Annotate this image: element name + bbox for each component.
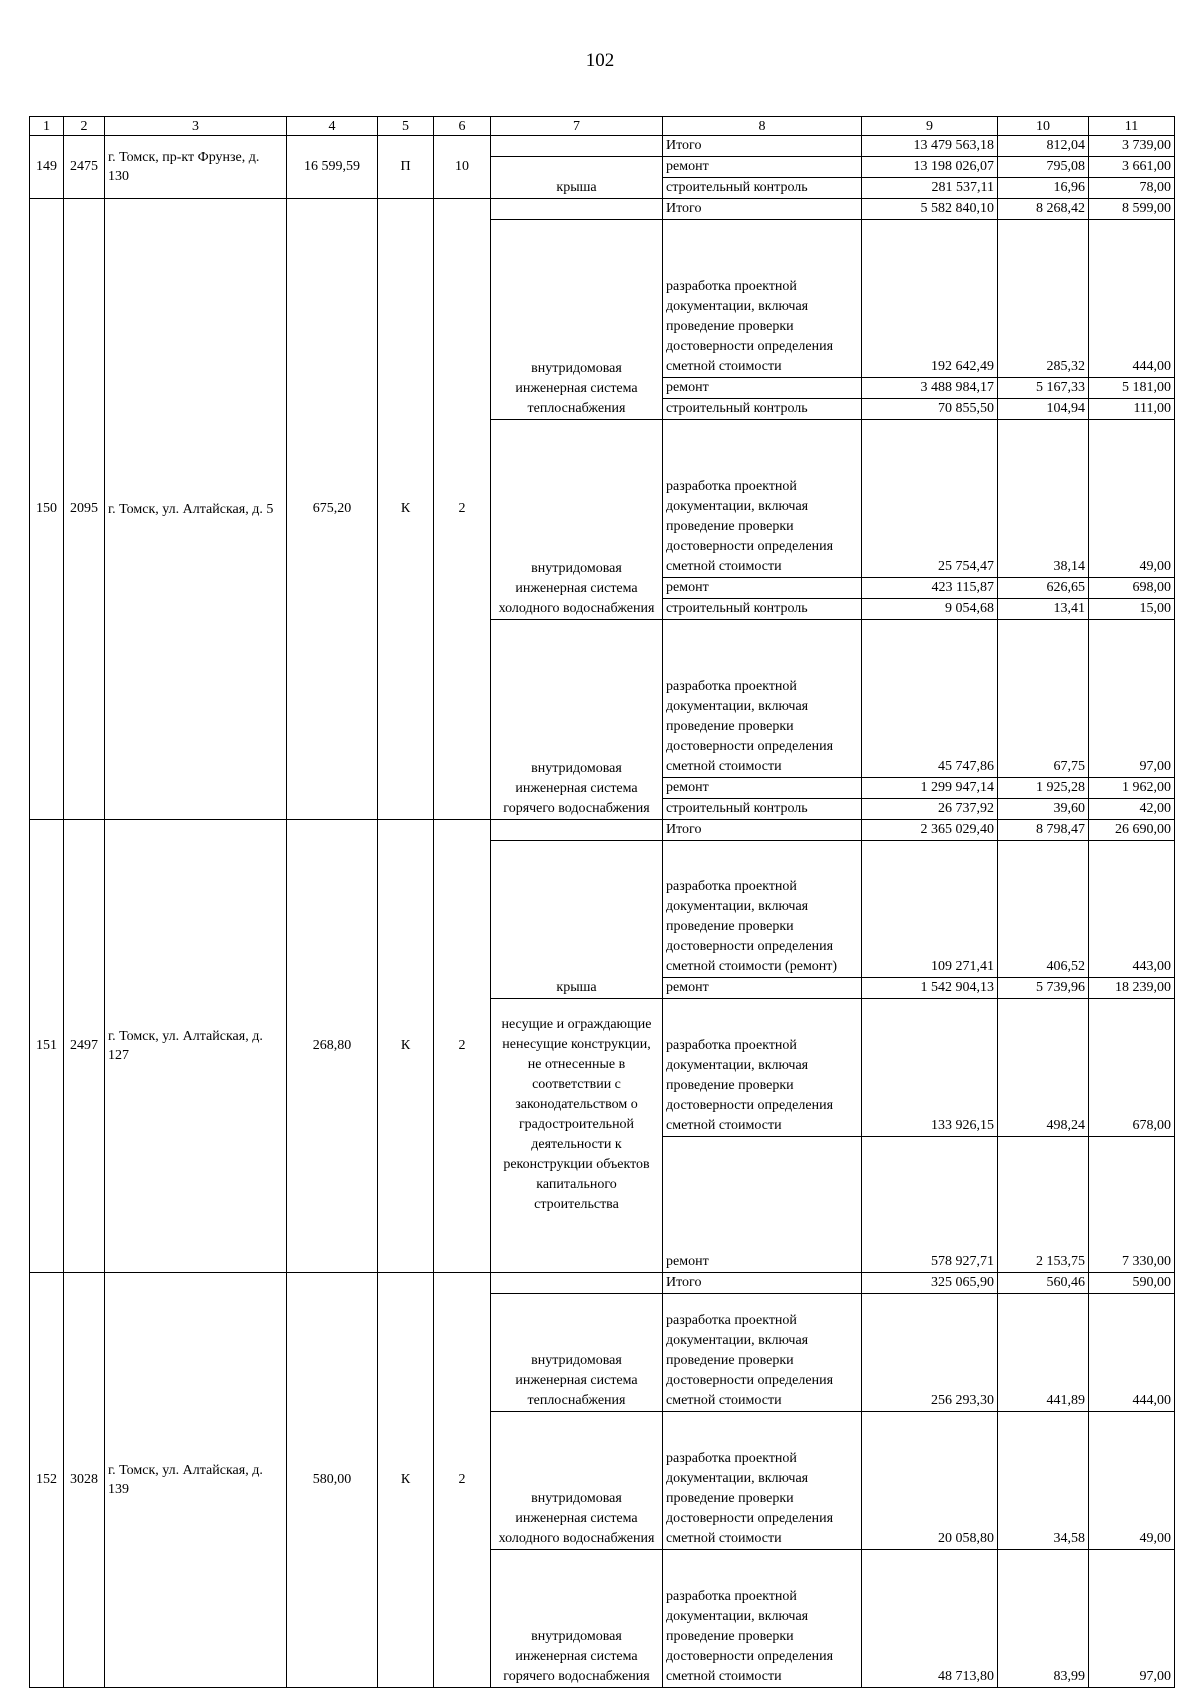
area: 675,20 [287, 199, 378, 820]
cost: 423 115,87 [862, 578, 998, 599]
cost: 2 365 029,40 [862, 820, 998, 841]
unit-cost: 5 167,33 [998, 378, 1089, 399]
limit-cost: 26 690,00 [1089, 820, 1175, 841]
limit-cost: 15,00 [1089, 599, 1175, 620]
column-header: 2 [64, 117, 105, 136]
table-row [30, 1273, 1175, 1294]
table-row [30, 820, 1175, 841]
cost: 109 271,41 [862, 841, 998, 978]
address: г. Томск, ул. Алтайская, д. 5 [105, 199, 287, 820]
capital-repair-table [29, 116, 1175, 1688]
column-header: 6 [434, 117, 491, 136]
limit-cost: 590,00 [1089, 1273, 1175, 1294]
unit-cost: 2 153,75 [998, 1137, 1089, 1273]
limit-cost: 97,00 [1089, 1550, 1175, 1688]
unit-cost: 406,52 [998, 841, 1089, 978]
work-type [491, 1273, 663, 1294]
column-header: 5 [378, 117, 434, 136]
limit-cost: 78,00 [1089, 178, 1175, 199]
unit-cost: 498,24 [998, 999, 1089, 1137]
table-row [30, 199, 1175, 220]
line-label: Итого [663, 820, 862, 841]
unit-cost: 39,60 [998, 799, 1089, 820]
work-type: несущие и ограждающие ненесущие конструкции, не отнесенные в соответствии с законодательством о градостроительной деятельности к реконструкции объектов капитального строительства [491, 999, 663, 1273]
area: 16 599,59 [287, 136, 378, 199]
line-label: ремонт [663, 978, 862, 999]
unit-cost: 8 798,47 [998, 820, 1089, 841]
line-label: Итого [663, 199, 862, 220]
unit-cost: 812,04 [998, 136, 1089, 157]
column-header: 9 [862, 117, 998, 136]
floors: 10 [434, 136, 491, 199]
unit-cost: 795,08 [998, 157, 1089, 178]
object-id: 2475 [64, 136, 105, 199]
work-type: внутридомовая инженерная система теплоснабжения [491, 1294, 663, 1412]
column-header: 1 [30, 117, 64, 136]
cost: 5 582 840,10 [862, 199, 998, 220]
object-id: 2497 [64, 820, 105, 1273]
limit-cost: 1 962,00 [1089, 778, 1175, 799]
cost: 45 747,86 [862, 620, 998, 778]
column-header: 10 [998, 117, 1089, 136]
cost: 13 479 563,18 [862, 136, 998, 157]
cost: 48 713,80 [862, 1550, 998, 1688]
row-number: 149 [30, 136, 64, 199]
limit-cost: 3 661,00 [1089, 157, 1175, 178]
work-type: внутридомовая инженерная система горячего водоснабжения [491, 1550, 663, 1688]
unit-cost: 104,94 [998, 399, 1089, 420]
line-label: разработка проектной документации, включая проведение проверки достоверности определения сметной стоимости [663, 1294, 862, 1412]
work-type: внутридомовая инженерная система холодного водоснабжения [491, 420, 663, 620]
limit-cost: 3 739,00 [1089, 136, 1175, 157]
work-type: крыша [491, 841, 663, 999]
line-label: Итого [663, 136, 862, 157]
floors: 2 [434, 199, 491, 820]
line-label: разработка проектной документации, включая проведение проверки достоверности определения сметной стоимости [663, 220, 862, 378]
limit-cost: 18 239,00 [1089, 978, 1175, 999]
cost: 20 058,80 [862, 1412, 998, 1550]
line-label: ремонт [663, 1137, 862, 1273]
floors: 2 [434, 820, 491, 1273]
limit-cost: 97,00 [1089, 620, 1175, 778]
row-number: 150 [30, 199, 64, 820]
address: г. Томск, пр-кт Фрунзе, д. 130 [105, 136, 287, 199]
cost: 3 488 984,17 [862, 378, 998, 399]
limit-cost: 678,00 [1089, 999, 1175, 1137]
unit-cost: 67,75 [998, 620, 1089, 778]
line-label: строительный контроль [663, 799, 862, 820]
unit-cost: 5 739,96 [998, 978, 1089, 999]
building-type: К [378, 199, 434, 820]
limit-cost: 444,00 [1089, 1294, 1175, 1412]
cost: 9 054,68 [862, 599, 998, 620]
table-row [30, 136, 1175, 157]
column-header: 3 [105, 117, 287, 136]
building-type: К [378, 820, 434, 1273]
work-type: внутридомовая инженерная система горячего водоснабжения [491, 620, 663, 820]
line-label: разработка проектной документации, включая проведение проверки достоверности определения сметной стоимости [663, 620, 862, 778]
limit-cost: 7 330,00 [1089, 1137, 1175, 1273]
column-header: 8 [663, 117, 862, 136]
unit-cost: 285,32 [998, 220, 1089, 378]
line-label: ремонт [663, 378, 862, 399]
cost: 13 198 026,07 [862, 157, 998, 178]
floors: 2 [434, 1273, 491, 1688]
cost: 256 293,30 [862, 1294, 998, 1412]
unit-cost: 13,41 [998, 599, 1089, 620]
row-number: 151 [30, 820, 64, 1273]
unit-cost: 1 925,28 [998, 778, 1089, 799]
area: 580,00 [287, 1273, 378, 1688]
page-number: 102 [585, 50, 615, 71]
cost: 1 299 947,14 [862, 778, 998, 799]
limit-cost: 5 181,00 [1089, 378, 1175, 399]
column-header: 11 [1089, 117, 1175, 136]
unit-cost: 560,46 [998, 1273, 1089, 1294]
line-label: разработка проектной документации, включая проведение проверки достоверности определения сметной стоимости [663, 1412, 862, 1550]
cost: 133 926,15 [862, 999, 998, 1137]
work-type: внутридомовая инженерная система теплоснабжения [491, 220, 663, 420]
unit-cost: 626,65 [998, 578, 1089, 599]
work-type [491, 136, 663, 157]
unit-cost: 441,89 [998, 1294, 1089, 1412]
unit-cost: 8 268,42 [998, 199, 1089, 220]
cost: 281 537,11 [862, 178, 998, 199]
line-label: строительный контроль [663, 399, 862, 420]
object-id: 3028 [64, 1273, 105, 1688]
unit-cost: 16,96 [998, 178, 1089, 199]
line-label: Итого [663, 1273, 862, 1294]
area: 268,80 [287, 820, 378, 1273]
line-label: разработка проектной документации, включая проведение проверки достоверности определения сметной стоимости [663, 999, 862, 1137]
cost: 1 542 904,13 [862, 978, 998, 999]
line-label: ремонт [663, 157, 862, 178]
unit-cost: 34,58 [998, 1412, 1089, 1550]
limit-cost: 49,00 [1089, 420, 1175, 578]
line-label: разработка проектной документации, включая проведение проверки достоверности определения сметной стоимости [663, 420, 862, 578]
limit-cost: 8 599,00 [1089, 199, 1175, 220]
row-number: 152 [30, 1273, 64, 1688]
line-label: разработка проектной документации, включая проведение проверки достоверности определения сметной стоимости [663, 1550, 862, 1688]
line-label: строительный контроль [663, 599, 862, 620]
limit-cost: 49,00 [1089, 1412, 1175, 1550]
work-type [491, 820, 663, 841]
column-header-row [30, 117, 1175, 136]
work-type [491, 199, 663, 220]
line-label: строительный контроль [663, 178, 862, 199]
unit-cost: 83,99 [998, 1550, 1089, 1688]
column-header: 7 [491, 117, 663, 136]
limit-cost: 443,00 [1089, 841, 1175, 978]
limit-cost: 444,00 [1089, 220, 1175, 378]
limit-cost: 698,00 [1089, 578, 1175, 599]
cost: 70 855,50 [862, 399, 998, 420]
work-type: внутридомовая инженерная система холодного водоснабжения [491, 1412, 663, 1550]
work-type: крыша [491, 157, 663, 199]
unit-cost: 38,14 [998, 420, 1089, 578]
cost: 26 737,92 [862, 799, 998, 820]
object-id: 2095 [64, 199, 105, 820]
column-header: 4 [287, 117, 378, 136]
line-label: ремонт [663, 578, 862, 599]
building-type: К [378, 1273, 434, 1688]
cost: 192 642,49 [862, 220, 998, 378]
cost: 578 927,71 [862, 1137, 998, 1273]
cost: 25 754,47 [862, 420, 998, 578]
building-type: П [378, 136, 434, 199]
address: г. Томск, ул. Алтайская, д. 139 [105, 1273, 287, 1688]
cost: 325 065,90 [862, 1273, 998, 1294]
limit-cost: 111,00 [1089, 399, 1175, 420]
line-label: разработка проектной документации, включая проведение проверки достоверности определения сметной стоимости (ремонт) [663, 841, 862, 978]
line-label: ремонт [663, 778, 862, 799]
address: г. Томск, ул. Алтайская, д. 127 [105, 820, 287, 1273]
limit-cost: 42,00 [1089, 799, 1175, 820]
